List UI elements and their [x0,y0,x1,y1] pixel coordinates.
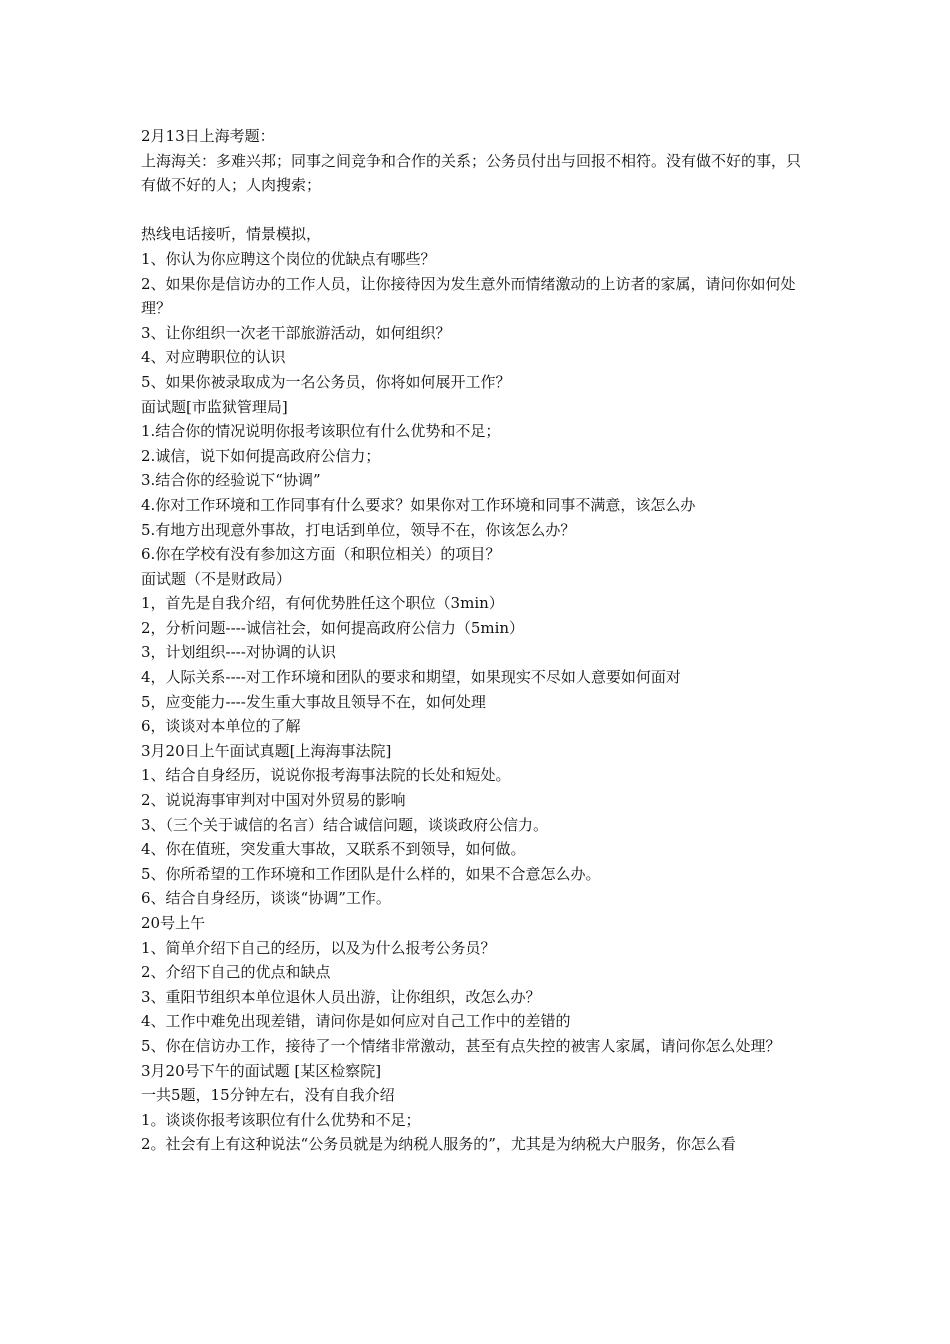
question-line: 5、如果你被录取成为一名公务员，你将如何展开工作？ [141,372,511,391]
question-line: 5、你在信访办工作，接待了一个情绪非常激动，甚至有点失控的被害人家属，请问你怎么处理？ [141,1036,781,1055]
question-line: 3、（三个关于诚信的名言）结合诚信问题，谈谈政府公信力。 [141,815,549,834]
question-line: 6.你在学校有没有参加这方面（和职位相关）的项目？ [141,545,501,564]
question-line: 5，应变能力----发生重大事故且领导不在，如何处理 [141,692,486,711]
question-line: 5、你所希望的工作环境和工作团队是什么样的，如果不合意怎么办。 [141,864,601,883]
question-line: 1，首先是自我介绍，有何优势胜任这个职位（3min） [141,594,504,613]
question-line: 2.诚信，说下如何提高政府公信力； [141,446,381,465]
question-line: 4.你对工作环境和工作同事有什么要求？如果你对工作环境和同事不满意，该怎么办 [141,495,696,514]
question-line: 1、结合自身经历，说说你报考海事法院的长处和短处。 [141,766,511,785]
paragraph-customs-topics: 上海海关：多难兴邦；同事之间竞争和合作的关系；公务员付出与回报不相符。没有做不好的事，只有做不好的人；人肉搜索； [141,151,802,195]
question-line: 5.有地方出现意外事故，打电话到单位，领导不在，你该怎么办？ [141,520,576,539]
question-line: 3、重阳节组织本单位退休人员出游，让你组织，改怎么办？ [141,987,541,1006]
question-line: 3.结合你的经验说下“协调” [141,471,321,490]
question-line: 3，计划组织----对协调的认识 [141,643,336,662]
question-line: 1、简单介绍下自己的经历，以及为什么报考公务员？ [141,938,496,957]
question-line: 3、让你组织一次老干部旅游活动，如何组织？ [141,323,451,342]
blank-line [141,198,813,223]
intro-line: 一共5题，15分钟左右，没有自我介绍 [141,1086,395,1105]
question-line: 2、介绍下自己的优点和缺点 [141,963,331,982]
question-line: 4、对应聘职位的认识 [141,348,286,367]
question-line: 1.结合你的情况说明你报考该职位有什么优势和不足； [141,422,501,441]
question-line: 1。谈谈你报考该职位有什么优势和不足； [141,1110,421,1129]
question-line: 1、你认为你应聘这个岗位的优缺点有哪些？ [141,249,436,268]
heading-procuratorate: 3月20号下午的面试题 [某区检察院] [141,1061,382,1080]
question-line: 6，谈谈对本单位的了解 [141,717,301,736]
heading-20th-morning: 20号上午 [141,914,206,932]
question-line: 2、如果你是信访办的工作人员，让你接待因为发生意外而情绪激动的上访者的家属，请问你如何处理？ [141,274,796,318]
heading-prison-bureau: 面试题[市监狱管理局] [141,397,288,416]
document-body [141,124,813,1157]
heading-not-finance-bureau: 面试题（不是财政局） [141,569,292,588]
question-line: 4，人际关系----对工作环境和团队的要求和期望，如果现实不尽如人意要如何面对 [141,668,681,687]
question-line: 4、你在值班，突发重大事故，又联系不到领导，如何做。 [141,840,526,859]
question-line: 4、工作中难免出现差错，请问你是如何应对自己工作中的差错的 [141,1012,571,1031]
question-line: 6、结合自身经历，谈谈“协调”工作。 [141,889,391,908]
question-line: 2、说说海事审判对中国对外贸易的影响 [141,791,406,810]
question-line: 2。社会有上有这种说法“公务员就是为纳税人服务的”，尤其是为纳税大户服务，你怎么看 [141,1135,736,1154]
heading-maritime-court: 3月20日上午面试真题[上海海事法院] [141,741,392,760]
heading-hotline: 热线电话接听，情景模拟， [141,225,322,244]
question-line: 2，分析问题----诚信社会，如何提高政府公信力（5min） [141,618,525,637]
heading-shanghai-0213: 2月13日上海考题： [141,127,275,145]
